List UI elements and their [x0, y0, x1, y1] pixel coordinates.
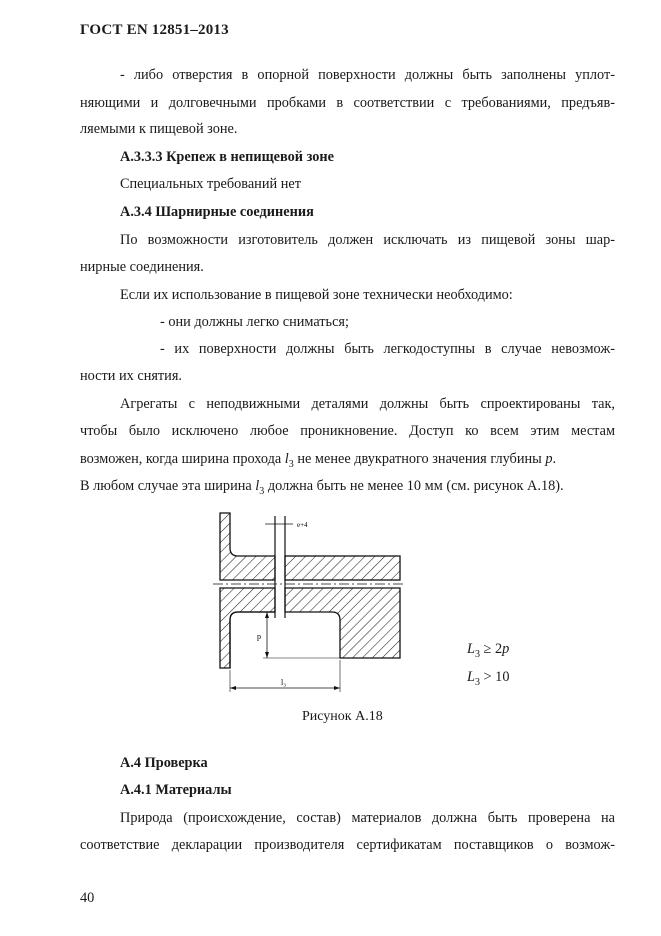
- text-run: возможен, когда ширина прохода: [80, 451, 285, 467]
- formula-rel: > 10: [483, 669, 510, 685]
- dimension-label-p: p: [257, 632, 261, 641]
- formula-2: [467, 669, 509, 688]
- upper-plate-part: [285, 556, 400, 580]
- formula-sub: 3: [474, 676, 480, 688]
- section-heading-a4: А.4 Проверка: [120, 755, 208, 771]
- variable-l: l: [255, 478, 260, 494]
- paragraph-line: Специальных требований нет: [120, 176, 301, 192]
- paragraph-line: [80, 450, 615, 474]
- paragraph-line: По возможности изготовитель должен исключать из пищевой зоны шар-: [120, 232, 615, 248]
- figure-a18-drawing: [205, 508, 415, 698]
- section-heading-a333: А.3.3.3 Крепеж в непищевой зоне: [120, 149, 334, 165]
- paragraph-line: [80, 477, 564, 501]
- page-number: 40: [80, 890, 95, 906]
- text-run: .: [552, 451, 557, 467]
- text-run: не менее двукратного значения глубины: [293, 451, 546, 467]
- list-item: - они должны легко сниматься;: [160, 314, 349, 330]
- formula-p: p: [502, 641, 510, 657]
- paragraph-line: ляемыми к пищевой зоне.: [80, 121, 238, 137]
- text-run: должна быть не менее 10 мм (см. рисунок А.18).: [264, 478, 564, 494]
- formula-var: L: [467, 641, 475, 657]
- formula-rel: ≥ 2: [483, 641, 503, 657]
- paragraph-line: соответствие декларации производителя сертификатам поставщиков о возмож-: [80, 837, 615, 853]
- subscript: 3: [259, 485, 265, 497]
- paragraph-line: Если их использование в пищевой зоне технически необходимо:: [120, 287, 513, 303]
- document-header: ГОСТ EN 12851–2013: [80, 22, 229, 38]
- lower-plate-part: [285, 588, 400, 658]
- upper-flange-part: [220, 513, 275, 580]
- section-heading-a41: А.4.1 Материалы: [120, 782, 232, 798]
- paragraph-line: Природа (происхождение, состав) материалов должна быть проверена на: [120, 810, 615, 826]
- paragraph-line: Агрегаты с неподвижными деталями должны быть спроектированы так,: [120, 396, 615, 412]
- dimension-label-top: e+4: [297, 521, 308, 529]
- formula-var: L: [467, 669, 475, 685]
- variable-p: p: [545, 451, 553, 467]
- text-run: В любом случае эта ширина: [80, 478, 256, 494]
- paragraph-line: чтобы было исключено любое проникновение. Доступ ко всем этим местам: [80, 423, 615, 439]
- paragraph-line: - либо отверстия в опорной поверхности должны быть заполнены уплот-: [120, 67, 615, 83]
- subscript: 3: [288, 458, 294, 470]
- formula-sub: 3: [474, 648, 480, 660]
- paragraph-line: няющими и долговечными пробками в соответствии с требованиями, предъяв-: [80, 95, 615, 111]
- dimension-label-l3: l₃: [281, 678, 287, 687]
- figure-caption: Рисунок А.18: [302, 709, 383, 724]
- list-item: - их поверхности должны быть легкодоступны в случае невозмож-: [160, 341, 615, 357]
- variable-l: l: [284, 451, 289, 467]
- section-heading-a34: А.3.4 Шарнирные соединения: [120, 204, 314, 220]
- paragraph-line: ности их снятия.: [80, 368, 182, 384]
- paragraph-line: нирные соединения.: [80, 259, 204, 275]
- formula-1: [467, 641, 509, 660]
